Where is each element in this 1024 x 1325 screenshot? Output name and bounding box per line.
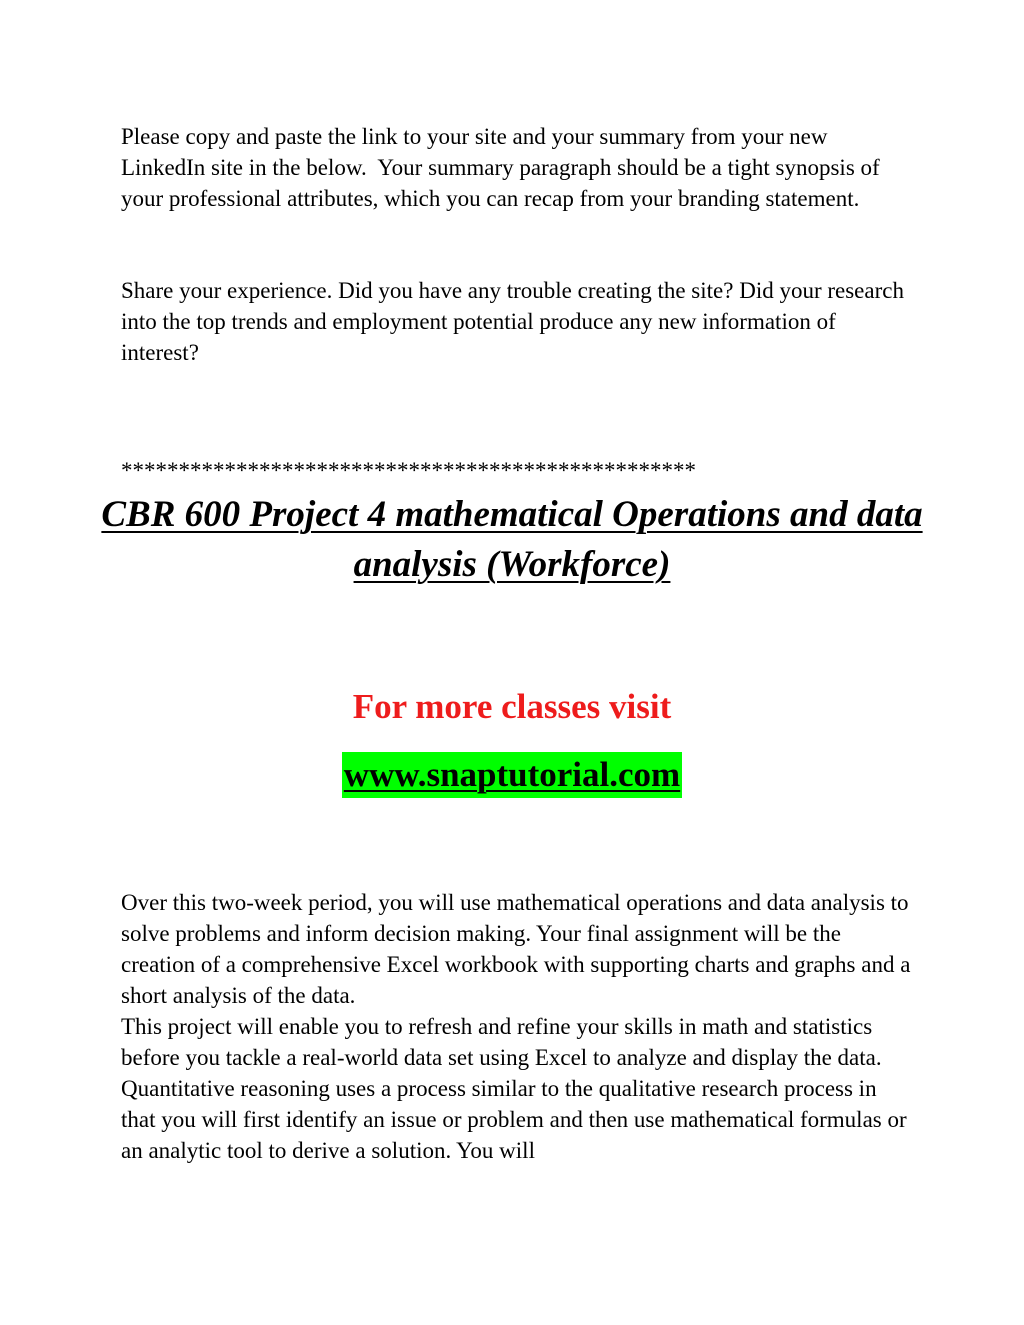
intro-paragraph-linkedin: Please copy and paste the link to your site and your summary from your new LinkedIn site in the below. Your summary paragraph should be a tight synopsis of your professional attributes, which you can recap from your branding statement. [121,124,886,211]
body-paragraph-description: Over this two-week period, you will use mathematical operations and data analysis to solve problems and inform decision making. Your final assignment will be the creation of a comprehensive Excel workbook with supporting charts and graphs and a short analysis of the data. This project will enable you to refresh and refine your skills in math and statistics before you tackle a real-world data set using Excel to analyze and display the data. Quantitative reasoning uses a process similar to the qualitative research process in that you will first identify an issue or problem and then use mathematical formulas or an analytic tool to derive a solution. You will [121,890,911,1163]
promo-link-container [0,752,1024,798]
document-title: CBR 600 Project 4 mathematical Operations and data analysis (Workforce) [101,494,923,585]
asterisk-separator: ************************************************** [121,458,696,483]
snaptutorial-link[interactable]: www.snaptutorial.com [342,752,682,798]
promo-text: For more classes visit [352,687,672,726]
intro-paragraph-experience: Share your experience. Did you have any trouble creating the site? Did your research into the top trends and employment potential produce any new information of interest? [121,278,910,365]
